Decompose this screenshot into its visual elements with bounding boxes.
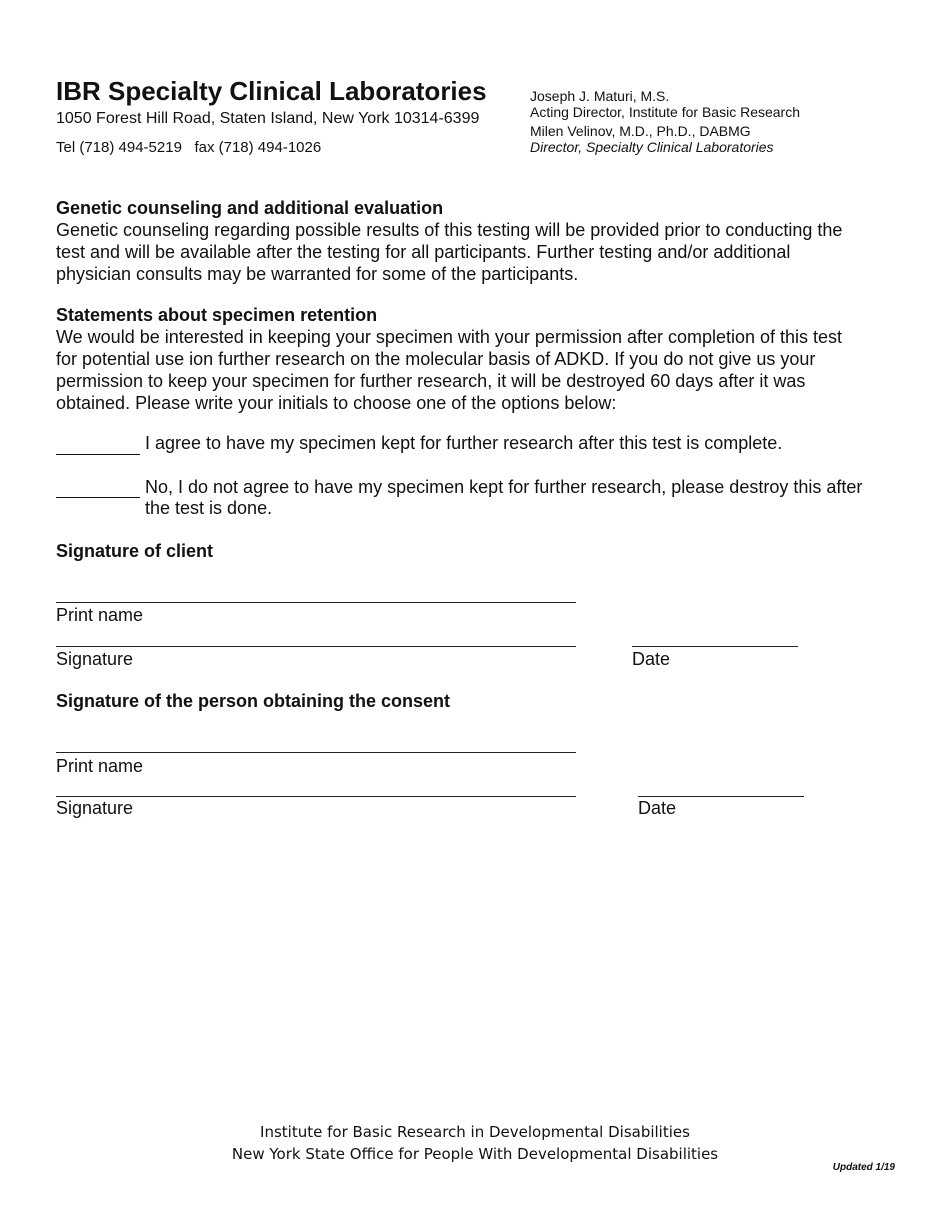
- option-disagree-line: the test is done.: [145, 498, 273, 518]
- client-date-line[interactable]: [632, 646, 798, 647]
- option-disagree-text: [145, 477, 862, 519]
- consent-signature-heading: Signature of the person obtaining the consent: [56, 691, 451, 711]
- counseling-text: [56, 219, 896, 285]
- consent-print-name-line[interactable]: [56, 752, 576, 753]
- retention-line: We would be interested in keeping your specimen with your permission after completion of this test: [56, 327, 843, 347]
- retention-heading: Statements about specimen retention: [56, 305, 378, 325]
- option-agree-text: I agree to have my specimen kept for further research after this test is complete.: [145, 433, 783, 453]
- client-print-name-label: Print name: [56, 605, 144, 625]
- retention-text: [56, 326, 896, 414]
- agree-initials-blank[interactable]: [56, 434, 140, 455]
- consent-print-name-label: Print name: [56, 756, 144, 776]
- updated-date: Updated 1/19: [832, 1162, 895, 1173]
- client-signature-line[interactable]: [56, 646, 576, 647]
- consent-signature-label: Signature: [56, 798, 134, 818]
- disagree-initials-blank[interactable]: [56, 477, 140, 498]
- consent-date-line[interactable]: [638, 796, 804, 797]
- retention-line: for potential use ion further research on the molecular basis of ADKD. If you do not give us your: [56, 349, 816, 369]
- consent-signature-line[interactable]: [56, 796, 576, 797]
- lab-phone: [56, 139, 321, 156]
- lab-address: 1050 Forest Hill Road, Staten Island, New York 10314-6399: [56, 110, 480, 127]
- counseling-line: physician consults may be warranted for some of the participants.: [56, 264, 579, 284]
- footer-institute: Institute for Basic Research in Developmental Disabilities: [260, 1123, 690, 1141]
- director-1-name: Joseph J. Maturi, M.S.: [530, 88, 670, 104]
- client-print-name-line[interactable]: [56, 602, 576, 603]
- lab-name: IBR Specialty Clinical Laboratories: [56, 76, 487, 106]
- director-1-title: Acting Director, Institute for Basic Research: [530, 104, 800, 120]
- director-2-name: Milen Velinov, M.D., Ph.D., DABMG: [530, 123, 751, 139]
- counseling-heading: Genetic counseling and additional evaluation: [56, 198, 444, 218]
- lab-tel: Tel (718) 494-5219: [56, 139, 182, 156]
- director-2-title: Director, Specialty Clinical Laboratories: [530, 139, 774, 155]
- lab-fax: fax (718) 494-1026: [194, 139, 322, 156]
- footer-office: New York State Office for People With Developmental Disabilities: [231, 1145, 719, 1163]
- retention-line: obtained. Please write your initials to choose one of the options below:: [56, 393, 617, 413]
- client-signature-label: Signature: [56, 649, 134, 669]
- retention-line: permission to keep your specimen for further research, it will be destroyed 60 days after it was: [56, 371, 806, 391]
- consent-date-label: Date: [638, 798, 677, 818]
- client-signature-heading: Signature of client: [56, 541, 214, 561]
- counseling-line: test and will be available after the testing for all participants. Further testing and/or additional: [56, 242, 791, 262]
- counseling-line: Genetic counseling regarding possible results of this testing will be provided prior to conducting the: [56, 220, 843, 240]
- option-disagree-line: No, I do not agree to have my specimen kept for further research, please destroy this after: [145, 477, 863, 497]
- client-date-label: Date: [632, 649, 671, 669]
